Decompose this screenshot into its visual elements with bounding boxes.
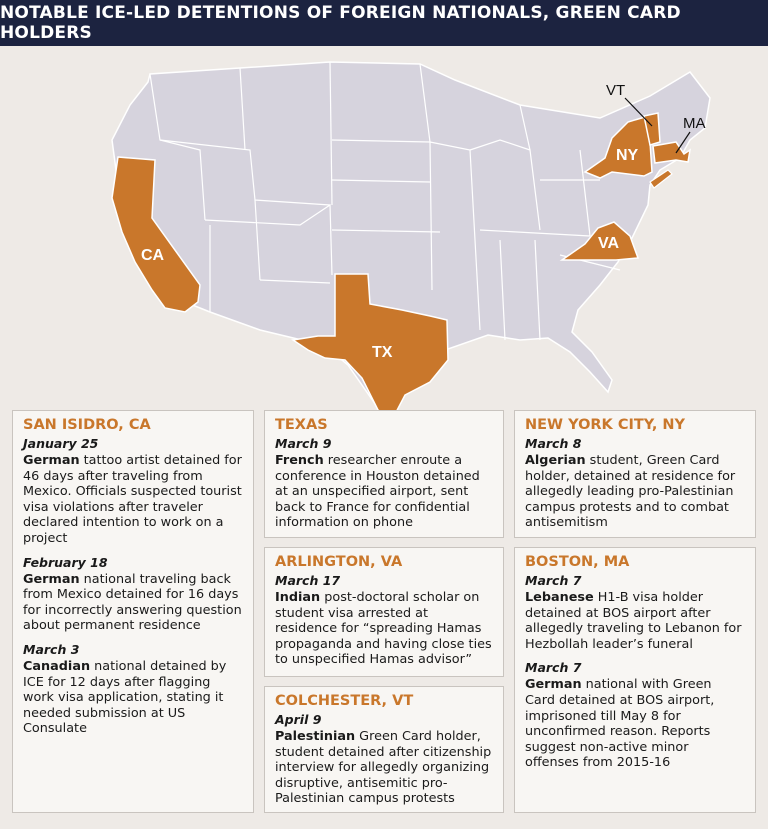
entry-text: German national with Green Card detained at BOS airport, imprisoned till May 8 for unconfirmed reason. Reports suggest non-active minor offenses from 2015-16 (525, 677, 715, 771)
entry-date: February 18 (23, 554, 108, 570)
us-map (0, 46, 768, 426)
card-boston (514, 547, 756, 813)
entry-date: March 7 (525, 660, 582, 676)
card-colchester (264, 686, 504, 813)
label-ca: CA (141, 247, 165, 264)
label-ma: MA (683, 115, 706, 132)
label-ny: NY (616, 147, 639, 164)
entry-text: German national traveling back from Mexico detained for 16 days for incorrectly answering question about permanent residence (23, 571, 242, 634)
header-banner (0, 0, 768, 46)
entry-text: Lebanese H1-B visa holder detained at BOS airport after allegedly traveling to Lebanon for Hezbollah leader’s funeral (525, 590, 742, 652)
card-title: COLCHESTER, VT (275, 693, 414, 709)
card-san-isidro (12, 410, 254, 813)
card-new-york-city (514, 410, 756, 538)
entry-date: March 3 (23, 641, 80, 657)
card-title: SAN ISIDRO, CA (23, 417, 151, 433)
entry-date: March 9 (275, 436, 332, 451)
label-va: VA (598, 235, 620, 252)
entry-text: German tattoo artist detained for 46 days after traveling from Mexico. Officials suspected tourist visa violations after traveler declared intention to work on a project (23, 453, 242, 546)
card-texas (264, 410, 504, 538)
entry-text: Indian post-doctoral scholar on student visa arrested at residence for “spreading Hamas propaganda and having close ties to unspecified Hamas advisor” (275, 590, 492, 668)
entry-text: Canadian national detained by ICE for 12 days after flagging work visa application, stating it needed submission at US Consulate (23, 658, 227, 737)
entry-date: March 7 (525, 573, 582, 588)
card-title: TEXAS (275, 417, 328, 433)
entry-date: March 17 (275, 573, 341, 588)
card-title: ARLINGTON, VA (275, 554, 403, 570)
entry-date: March 8 (525, 436, 582, 451)
label-tx: TX (372, 344, 393, 361)
entry-text: Palestinian Green Card holder, student detained after citizenship interview for allegedly organizing disruptive, antisemitic pro-Palestinian campus protests (275, 729, 492, 807)
entry-date: April 9 (275, 712, 322, 727)
label-vt: VT (606, 82, 626, 99)
entry-text: French researcher enroute a conference in Houston detained at an unspecified airport, sent back to France for confidential information on phone (275, 453, 480, 531)
entry-date: January 25 (23, 436, 99, 451)
entry-text: Algerian student, Green Card holder, detained at residence for allegedly leading pro-Palestinian campus protests and to combat antisemitism (525, 453, 736, 531)
page-title: NOTABLE ICE-LED DETENTIONS OF FOREIGN NATIONALS, GREEN CARD HOLDERS (0, 3, 681, 43)
card-title: BOSTON, MA (525, 554, 630, 570)
card-arlington (264, 547, 504, 677)
card-title: NEW YORK CITY, NY (525, 417, 686, 433)
